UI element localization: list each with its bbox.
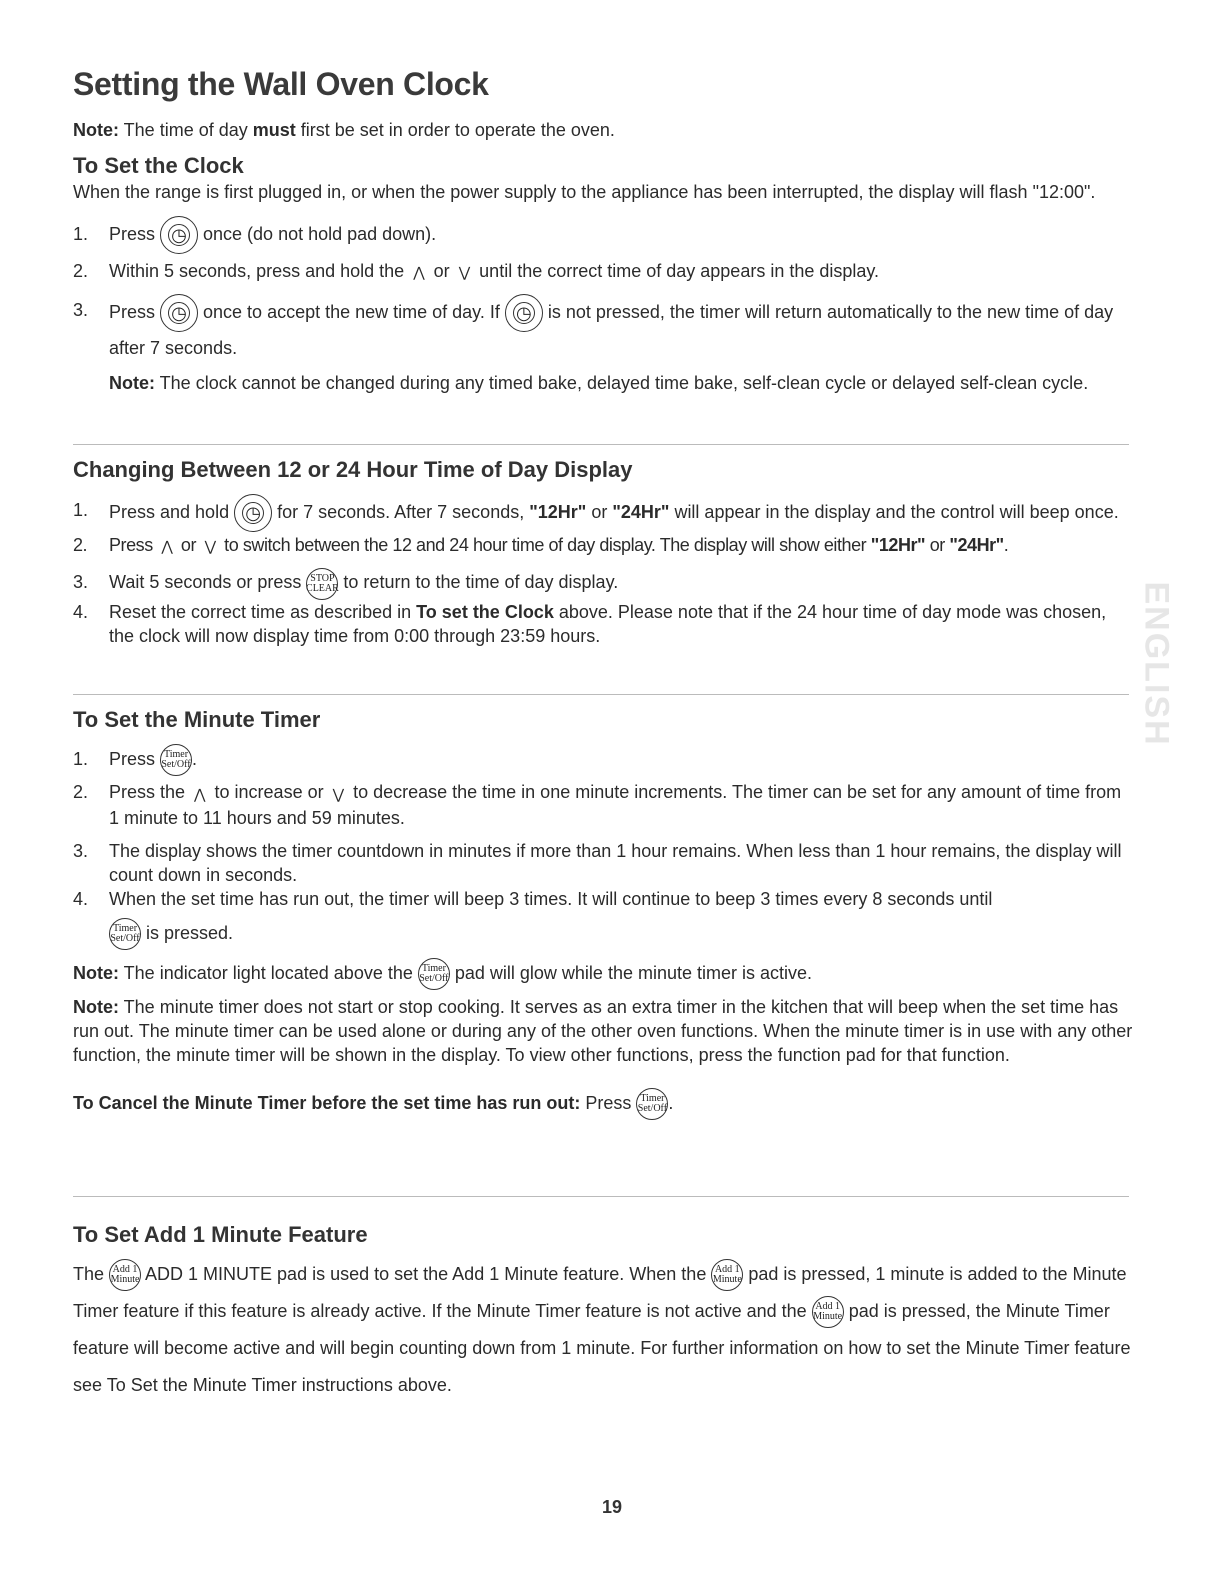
- list-item: 1. Press ◷ once (do not hold pad down).: [73, 216, 1133, 252]
- minute-timer-section: [73, 708, 1133, 1121]
- clock-icon: ◷: [505, 294, 543, 332]
- minute-timer-heading: To Set the Minute Timer: [73, 707, 321, 732]
- timer-icon: Timer Set/Off: [109, 918, 141, 950]
- list-item: 2. Within 5 seconds, press and hold the ⋀ or ⋁ until the correct time of day appears in the display.: [73, 256, 1133, 286]
- divider: [73, 694, 1129, 695]
- divider: [73, 1196, 1129, 1197]
- language-tab: ENGLISH: [1137, 581, 1176, 747]
- page-number: 19: [601, 1497, 623, 1517]
- list-item: Note: The clock cannot be changed during any timed bake, delayed time bake, self-clean cycle or delayed self-clean cycle.: [109, 373, 1089, 393]
- list-item: 3. Press ◷ once to accept the new time of day. If ◷ is not pressed, the timer will return automatically to the new time of day after 7 seconds.: [73, 294, 1133, 365]
- down-arrow-icon: ⋁: [458, 264, 471, 281]
- add-1-minute-icon: Add 1 Minute: [711, 1259, 743, 1291]
- divider: [73, 444, 1129, 445]
- clock-icon: ◷: [160, 216, 198, 254]
- add-minute-para: The Add 1 Minute ADD 1 MINUTE pad is used to set the Add 1 Minute feature. When the Add 1 Minute pad is pressed, 1 minute is added to the Minute Timer feature if this feature is already active. If the Minute Timer feature is not active and the Add 1 Minute pad is pressed, the Minute Timer feature will become active and will begin counting down from 1 minute. For further information on how to set the Minute Timer feature see To Set the Minute Timer instructions above.: [73, 1256, 1133, 1404]
- set-clock-heading: To Set the Clock: [73, 153, 244, 178]
- list-item: 4. Reset the correct time as described in To set the Clock above. Please note that if the 24 hour time of day mode was chosen, the clock will now display time from 0:00 through 23:59 hours.: [73, 601, 1107, 646]
- list-item: 3. The display shows the timer countdown in minutes if more than 1 hour remains. When less than 1 hour remains, the display will count down in seconds.: [73, 840, 1122, 885]
- set-clock-section: [73, 154, 1133, 395]
- timer-icon: Timer Set/Off: [636, 1088, 668, 1120]
- clock-icon: ◷: [234, 494, 272, 532]
- up-arrow-icon: ⋀: [194, 785, 206, 802]
- note-indicator: Note: The indicator light located above the Timer Set/Off pad will glow while the minute timer is active.: [73, 955, 1133, 991]
- list-item: 3. Wait 5 seconds or press STOP CLEAR to return to the time of day display.: [73, 565, 1133, 599]
- list-item: 1. Press and hold ◷ for 7 seconds. After 7 seconds, "12Hr" or "24Hr" will appear in the display and the control will beep once.: [73, 494, 1133, 532]
- up-arrow-icon: ⋀: [161, 538, 173, 555]
- list-item: 4. When the set time has run out, the timer will beep 3 times. It will continue to beep 3 times every 8 seconds until Timer Set/Off is pressed.: [73, 887, 1133, 951]
- add-1-minute-icon: Add 1 Minute: [109, 1259, 141, 1291]
- set-clock-para: When the range is first plugged in, or when the power supply to the appliance has been interrupted, the display will flash "12:00".: [73, 182, 1096, 202]
- down-arrow-icon: ⋁: [204, 538, 216, 555]
- note-minute-timer: Note: The minute timer does not start or stop cooking. It serves as an extra timer in the kitchen that will beep when the set time has run out. The minute timer can be used alone or during any of the other oven functions. When the minute timer is in use with any other function, the minute timer will be shown in the display. To view other functions, press the function pad for that function.: [73, 996, 1133, 1065]
- add-minute-section: [73, 1222, 1133, 1404]
- page-title: Setting the Wall Oven Clock: [73, 66, 489, 102]
- up-arrow-icon: ⋀: [413, 264, 425, 281]
- clock-icon: ◷: [160, 294, 198, 332]
- list-item: 2. Press ⋀ or ⋁ to switch between the 12 and 24 hour time of day display. The display will show either "12Hr" or "24Hr".: [73, 532, 1133, 559]
- cancel-instruction: To Cancel the Minute Timer before the set time has run out: Press Timer Set/Off .: [73, 1085, 1133, 1121]
- list-item: 1. Press Timer Set/Off .: [73, 742, 1133, 776]
- changing-section: [73, 458, 1133, 648]
- stop-clear-icon: STOP CLEAR: [306, 568, 338, 600]
- timer-icon: Timer Set/Off: [160, 744, 192, 776]
- list-item: 2. Press the ⋀ to increase or ⋁ to decrease the time in one minute increments. The timer can be set for any amount of time from 1 minute to 11 hours and 59 minutes.: [73, 782, 1122, 828]
- add-minute-heading: To Set Add 1 Minute Feature: [73, 1222, 368, 1247]
- add-1-minute-icon: Add 1 Minute: [812, 1296, 844, 1328]
- timer-icon: Timer Set/Off: [418, 958, 450, 990]
- intro-note: Note: The time of day must first be set in order to operate the oven.: [73, 120, 615, 140]
- changing-heading: Changing Between 12 or 24 Hour Time of Day Display: [73, 457, 633, 482]
- down-arrow-icon: ⋁: [332, 785, 345, 802]
